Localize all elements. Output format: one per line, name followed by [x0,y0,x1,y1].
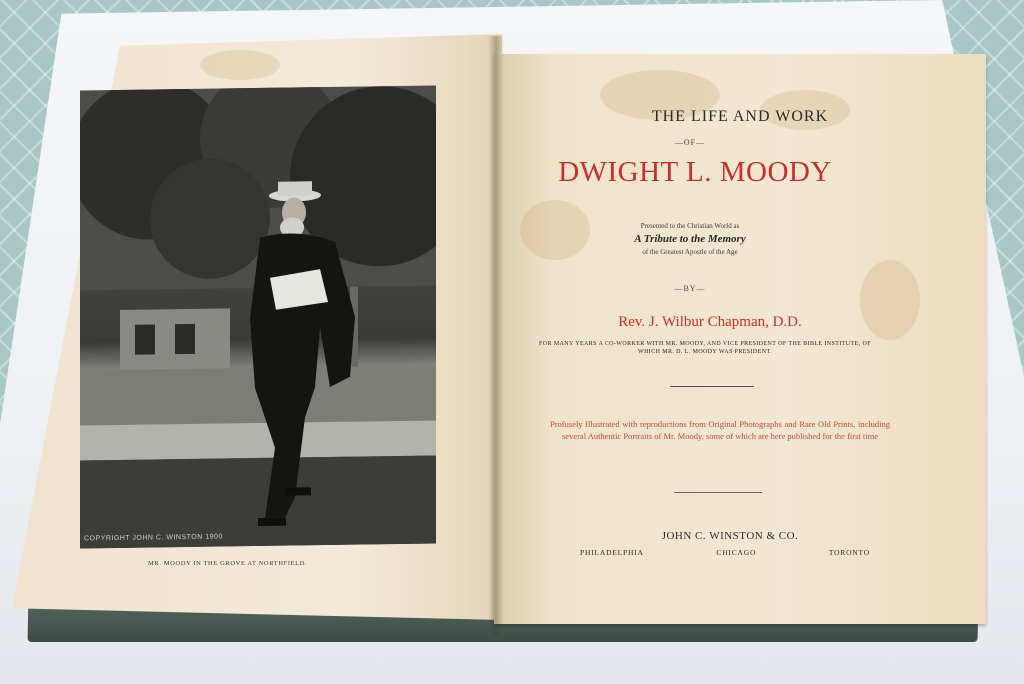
photo-credit: COPYRIGHT JOHN C. WINSTON 1900 [84,533,223,543]
greatest-text: of the Greatest Apostle of the Age [642,248,738,256]
portrait-photograph [80,86,436,549]
publisher-name: JOHN C. WINSTON & CO. [661,530,799,542]
presented-text: Presented to the Christian World as [640,222,740,230]
city-philadelphia: PHILADELPHIA [580,548,644,557]
divider-rule [670,386,754,387]
divider-rule [674,492,762,493]
illustrated-note: Profusely Illustrated with reproductions from Original Photographs and Rare Old Prints, including several Authentic Portraits of Mr. Moody, some of which are here published for the first time [550,419,890,441]
by-text: —BY— [674,284,706,293]
title-of: —OF— [674,138,706,147]
foxing-stain [860,260,920,340]
photo-scene [80,86,436,549]
city-toronto: TORONTO [828,548,870,557]
book-title: DWIGHT L. MOODY [558,156,832,188]
book-gutter [488,36,504,636]
tribute-text: A Tribute to the Memory [634,233,746,245]
title-line: THE LIFE AND WORK [651,108,829,125]
author-name: Rev. J. Wilbur Chapman, D.D. [618,314,802,330]
foxing-stain [200,50,280,80]
city-chicago: CHICAGO [716,548,757,557]
photo-caption: MR. MOODY IN THE GROVE AT NORTHFIELD. [148,560,308,567]
publisher-cities [580,548,870,557]
author-description: FOR MANY YEARS A CO-WORKER WITH MR. MOODY, AND VICE PRESIDENT OF THE BIBLE INSTITUTE, OF WHICH MR. D. L. MOODY WAS PRESIDENT. [539,341,871,355]
